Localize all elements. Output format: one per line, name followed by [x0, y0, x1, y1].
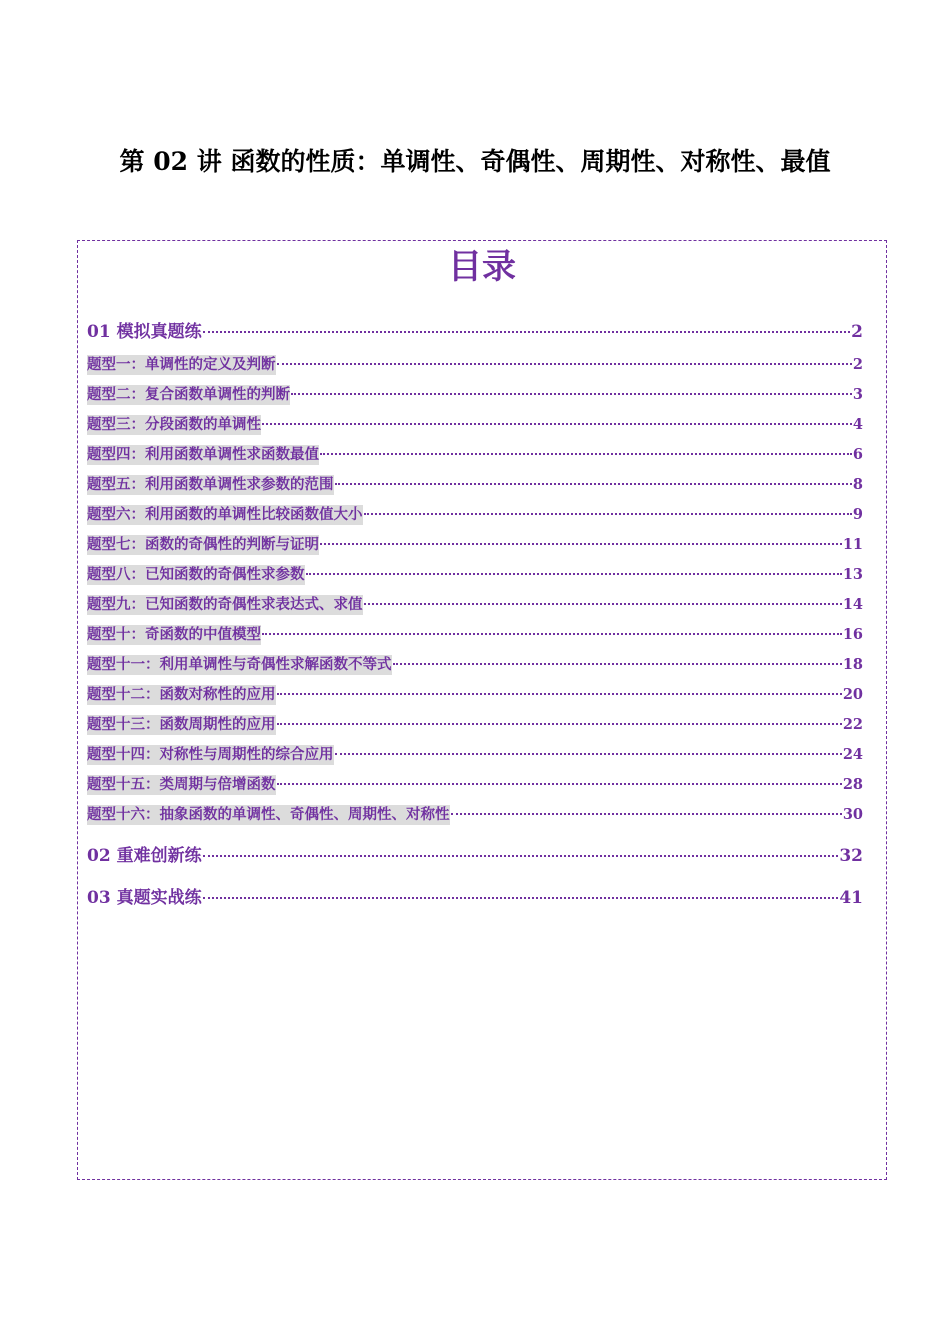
- toc-entry-label: 题型十六：抽象函数的单调性、奇偶性、周期性、对称性: [87, 806, 450, 823]
- toc-entry[interactable]: [87, 505, 863, 525]
- toc-entry-page: 8: [852, 476, 863, 493]
- toc-entry[interactable]: [87, 655, 863, 675]
- toc-entry-page: 30: [842, 806, 863, 823]
- toc-entry-label: 题型七：函数的奇偶性的判断与证明: [87, 536, 319, 553]
- toc-entry-label: 02 重难创新练: [87, 846, 202, 866]
- toc-dot-leader: [335, 753, 842, 755]
- document-title: 第 02 讲 函数的性质：单调性、奇偶性、周期性、对称性、最值: [119, 147, 831, 176]
- toc-entry-page: 24: [842, 746, 863, 763]
- toc-dot-leader: [320, 543, 842, 545]
- toc-entry[interactable]: [87, 715, 863, 735]
- toc-dot-leader: [262, 633, 842, 635]
- toc-entry-page: 2: [852, 356, 863, 373]
- toc-entry-page: 22: [842, 716, 863, 733]
- toc-dot-leader: [277, 783, 842, 785]
- toc-entry[interactable]: [87, 475, 863, 495]
- toc-entry-label: 题型六：利用函数的单调性比较函数值大小: [87, 506, 363, 523]
- toc-entry-label: 题型十一：利用单调性与奇偶性求解函数不等式: [87, 656, 392, 673]
- toc-entry[interactable]: [87, 625, 863, 645]
- toc-entry-page: 4: [852, 416, 863, 433]
- toc-entry[interactable]: [87, 415, 863, 435]
- toc-dot-leader: [393, 663, 842, 665]
- toc-entry[interactable]: [87, 565, 863, 585]
- toc-entry-label: 题型八：已知函数的奇偶性求参数: [87, 566, 305, 583]
- toc-dot-leader: [364, 603, 842, 605]
- toc-entry[interactable]: [87, 355, 863, 375]
- toc-entry-label: 题型一：单调性的定义及判断: [87, 356, 276, 373]
- toc-entry[interactable]: [87, 887, 863, 909]
- toc-entry-page: 14: [842, 596, 863, 613]
- toc-entry-page: 28: [842, 776, 863, 793]
- toc-entry[interactable]: [87, 745, 863, 765]
- toc-entry[interactable]: [87, 385, 863, 405]
- toc-entry[interactable]: [87, 685, 863, 705]
- toc-entry-label: 题型十：奇函数的中值模型: [87, 626, 261, 643]
- toc-entry-page: 11: [842, 536, 863, 553]
- toc-entry-label: 题型三：分段函数的单调性: [87, 416, 261, 433]
- toc-entry[interactable]: [87, 535, 863, 555]
- toc-entry-page: 2: [851, 322, 863, 342]
- toc-entry-page: 20: [842, 686, 863, 703]
- toc-dot-leader: [203, 897, 839, 899]
- toc-dot-leader: [320, 453, 852, 455]
- toc-dot-leader: [364, 513, 852, 515]
- toc-entry-page: 18: [842, 656, 863, 673]
- toc-entry-label: 题型十二：函数对称性的应用: [87, 686, 276, 703]
- toc-entry[interactable]: [87, 595, 863, 615]
- toc-entry[interactable]: [87, 805, 863, 825]
- toc-entry-page: 9: [852, 506, 863, 523]
- toc-dot-leader: [277, 363, 852, 365]
- toc-heading: 目录: [448, 247, 516, 287]
- toc-dot-leader: [277, 723, 842, 725]
- toc-entry-page: 32: [839, 846, 863, 866]
- toc-entry-label: 题型十三：函数周期性的应用: [87, 716, 276, 733]
- toc-entry-label: 题型二：复合函数单调性的判断: [87, 386, 290, 403]
- toc-entry-label: 03 真题实战练: [87, 888, 202, 908]
- toc-dot-leader: [203, 855, 839, 857]
- toc-dot-leader: [262, 423, 852, 425]
- toc-entry-label: 题型十四：对称性与周期性的综合应用: [87, 746, 334, 763]
- toc-dot-leader: [203, 331, 851, 333]
- toc-entry-page: 41: [839, 888, 863, 908]
- toc-entry[interactable]: [87, 445, 863, 465]
- toc-entry-label: 题型四：利用函数单调性求函数最值: [87, 446, 319, 463]
- toc-entry-label: 题型十五：类周期与倍增函数: [87, 776, 276, 793]
- toc-dot-leader: [306, 573, 842, 575]
- toc-entry[interactable]: [87, 845, 863, 867]
- toc-entry-page: 16: [842, 626, 863, 643]
- toc-dot-leader: [335, 483, 852, 485]
- toc-dot-leader: [451, 813, 842, 815]
- toc-dot-leader: [277, 693, 842, 695]
- toc-entry-page: 6: [852, 446, 863, 463]
- toc-dot-leader: [291, 393, 852, 395]
- toc-entry-page: 13: [842, 566, 863, 583]
- table-of-contents: [77, 240, 887, 1180]
- toc-entry-label: 题型五：利用函数单调性求参数的范围: [87, 476, 334, 493]
- toc-entry-label: 01 模拟真题练: [87, 322, 202, 342]
- toc-entry[interactable]: [87, 321, 863, 343]
- toc-entry[interactable]: [87, 775, 863, 795]
- toc-entry-label: 题型九：已知函数的奇偶性求表达式、求值: [87, 596, 363, 613]
- toc-entry-page: 3: [852, 386, 863, 403]
